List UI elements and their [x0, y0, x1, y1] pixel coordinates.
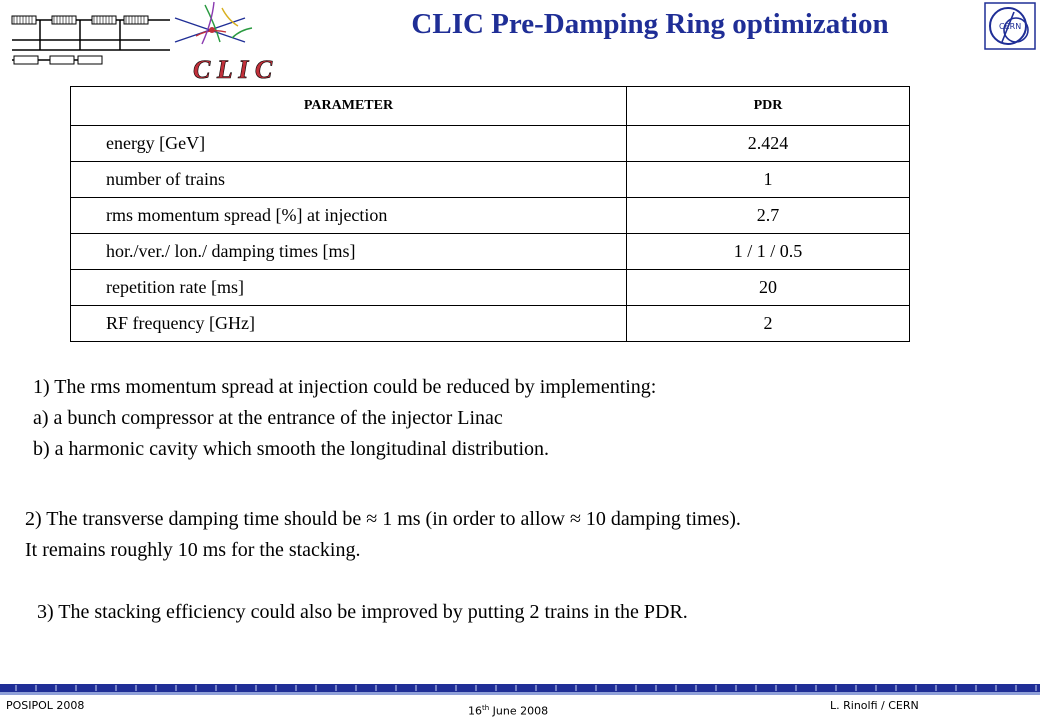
- table-row: [71, 234, 910, 270]
- parameter-cell: hor./ver./ lon./ damping times [ms]: [71, 234, 627, 270]
- parameter-cell: rms momentum spread [%] at injection: [71, 198, 627, 234]
- note-line: It remains roughly 10 ms for the stacking.: [25, 539, 361, 561]
- table-row: [71, 198, 910, 234]
- table-header-row: [71, 87, 910, 126]
- column-header-pdr: PDR: [627, 87, 910, 126]
- note-line: 2) The transverse damping time should be ≈ 1 ms (in order to allow ≈ 10 damping times).: [25, 508, 741, 530]
- footer-bar: [0, 684, 1040, 696]
- column-header-parameter: PARAMETER: [71, 87, 627, 126]
- note-line: a) a bunch compressor at the entrance of the injector Linac: [33, 407, 503, 429]
- value-cell: 2: [627, 306, 910, 342]
- parameter-cell: RF frequency [GHz]: [71, 306, 627, 342]
- parameter-table: [70, 86, 910, 342]
- note-line: b) a harmonic cavity which smooth the longitudinal distribution.: [33, 438, 550, 460]
- footer-date-suffix: th: [482, 704, 490, 712]
- note-line: 3) The stacking efficiency could also be improved by putting 2 trains in the PDR.: [37, 601, 688, 623]
- value-cell: 20: [627, 270, 910, 306]
- cern-logo: [984, 2, 1036, 50]
- table-row: [71, 270, 910, 306]
- page-title: CLIC Pre-Damping Ring optimization: [411, 8, 889, 40]
- value-cell: 1: [627, 162, 910, 198]
- value-cell: 2.7: [627, 198, 910, 234]
- parameter-cell: energy [GeV]: [71, 126, 627, 162]
- parameter-cell: number of trains: [71, 162, 627, 198]
- note-stacking-efficiency: [37, 597, 688, 628]
- clic-logo-text: C L I C: [193, 55, 273, 84]
- note-line: 1) The rms momentum spread at injection could be reduced by implementing:: [33, 376, 657, 398]
- footer-author: L. Rinolfi / CERN: [830, 699, 919, 712]
- parameter-cell: repetition rate [ms]: [71, 270, 627, 306]
- footer-conference: POSIPOL 2008: [6, 699, 85, 712]
- footer-date: [468, 704, 548, 718]
- note-damping-time: [25, 504, 741, 566]
- cern-logo-text: CERN: [999, 22, 1022, 31]
- footer-date-day: 16: [468, 704, 482, 718]
- value-cell: 1 / 1 / 0.5: [627, 234, 910, 270]
- footer-date-rest: June 2008: [489, 704, 549, 718]
- value-cell: 2.424: [627, 126, 910, 162]
- note-momentum-spread: [33, 372, 656, 465]
- table-row: [71, 126, 910, 162]
- clic-logo: [0, 0, 300, 84]
- table-row: [71, 306, 910, 342]
- table-row: [71, 162, 910, 198]
